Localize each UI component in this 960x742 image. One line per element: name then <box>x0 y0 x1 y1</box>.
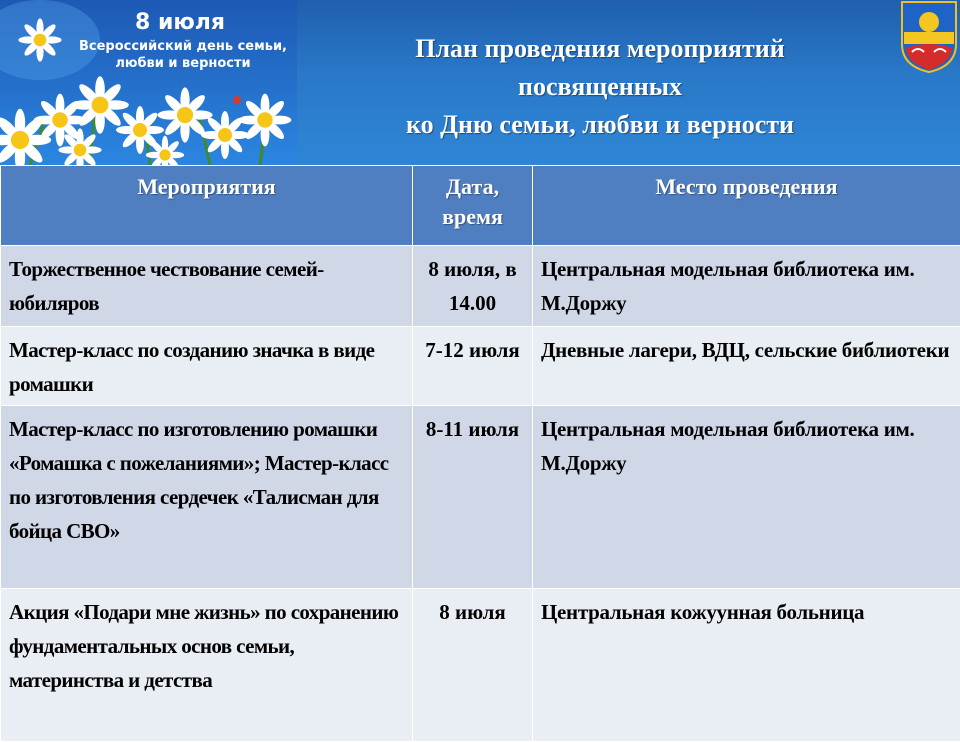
title-line-1: План проведения мероприятий <box>320 30 880 68</box>
chamomile-banner <box>0 0 297 165</box>
cell-place: Дневные лагери, ВДЦ, сельские библиотеки <box>533 327 960 406</box>
table-row <box>1 327 960 406</box>
table-row <box>1 589 960 742</box>
cell-event: Мастер-класс по созданию значка в виде ромашки <box>1 327 413 406</box>
title-line-2: посвященных <box>320 68 880 106</box>
cell-place: Центральная модельная библиотека им. М.Доржу <box>533 406 960 589</box>
cell-event: Мастер-класс по изготовлению ромашки «Ромашка с пожеланиями»; Мастер-класс по изготовления сердечек «Талисман для бойца СВО» <box>1 406 413 589</box>
table-header-row <box>1 166 960 246</box>
cell-date: 7-12 июля <box>413 327 533 406</box>
cell-date: 8-11 июля <box>413 406 533 589</box>
title-line-3: ко Дню семьи, любви и верности <box>320 106 880 144</box>
header-event: Мероприятия <box>1 166 413 246</box>
cell-date: 8 июля <box>413 589 533 742</box>
header <box>0 0 960 165</box>
cell-event: Торжественное чествование семей-юбиляров <box>1 246 413 327</box>
page-title <box>320 30 880 144</box>
cell-place: Центральная модельная библиотека им. М.Доржу <box>533 246 960 327</box>
header-date: Дата, время <box>413 166 533 246</box>
cell-place: Центральная кожуунная больница <box>533 589 960 742</box>
coat-of-arms-icon <box>898 0 960 74</box>
cell-date: 8 июля, в 14.00 <box>413 246 533 327</box>
events-table <box>0 165 960 742</box>
table-row <box>1 246 960 327</box>
banner-date: 8 июля <box>80 10 280 35</box>
table-row <box>1 406 960 589</box>
cell-event: Акция «Подари мне жизнь» по сохранению фундаментальных основ семьи, материнства и детства <box>1 589 413 742</box>
header-place: Место проведения <box>533 166 960 246</box>
banner-caption: Всероссийский день семьи, любви и верности <box>78 38 288 72</box>
